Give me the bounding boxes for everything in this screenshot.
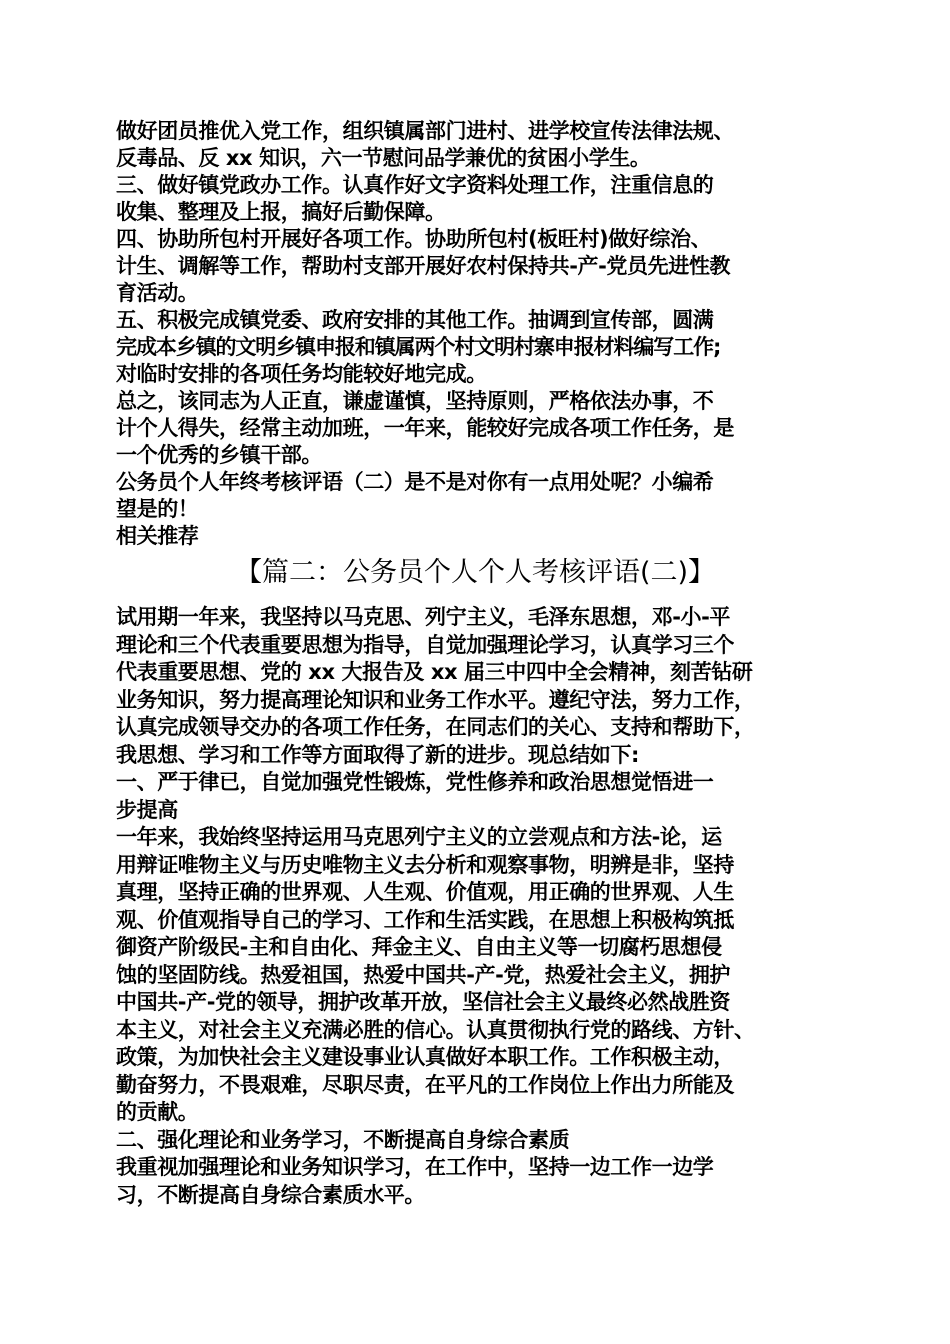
text-line: 理论和三个代表重要思想为指导，自觉加强理论学习，认真学习三个 — [116, 632, 734, 657]
text-line: 二、强化理论和业务学习，不断提高自身综合素质 — [116, 1127, 570, 1152]
text-line: 蚀的坚固防线。热爱祖国，热爱中国共-产-党，热爱社会主义，拥护 — [116, 962, 731, 987]
text-line: 政策，为加快社会主义建设事业认真做好本职工作。工作积极主动， — [116, 1045, 734, 1069]
text-line: 一年来，我始终坚持运用马克思列宁主义的立尝观点和方法-论，运 — [116, 825, 722, 849]
top-text-block — [116, 118, 836, 550]
text-line: 对临时安排的各项任务均能较好地完成。 — [116, 362, 487, 386]
text-line: 一个优秀的乡镇干部。 — [116, 443, 322, 467]
text-line: 计生、调解等工作，帮助村支部开展好农村保持共-产-党员先进性教 — [116, 254, 731, 278]
bottom-text-block — [116, 604, 836, 1209]
text-line: 习，不断提高自身综合素质水平。 — [116, 1182, 425, 1207]
text-line: 完成本乡镇的文明乡镇申报和镇属两个村文明村寨申报材料编写工作; — [116, 335, 721, 359]
text-line: 总之，该同志为人正直，谦虚谨慎，坚持原则，严格依法办事，不 — [116, 389, 714, 413]
text-line: 御资产阶级民-主和自由化、拜金主义、自由主义等一切腐朽思想侵 — [116, 935, 722, 959]
text-line: 的贡献。 — [116, 1100, 199, 1124]
text-line: 五、积极完成镇党委、政府安排的其他工作。抽调到宣传部，圆满 — [116, 308, 714, 332]
section-title: 【篇二：公务员个人个人考核评语(二)】 — [234, 557, 716, 588]
text-line: 三、做好镇党政办工作。认真作好文字资料处理工作，注重信息的 — [116, 173, 714, 197]
text-line: 一、严于律已，自觉加强党性锻炼，党性修养和政治思想觉悟进一 — [116, 770, 714, 794]
text-line: 试用期一年来，我坚持以马克思、列宁主义，毛泽东思想，邓-小-平 — [116, 605, 731, 629]
text-line: 代表重要思想、党的 xx 大报告及 xx 届三中四中全会精神，刻苦钻研 — [116, 660, 753, 684]
text-line: 相关推荐 — [116, 524, 199, 548]
text-line: 步提高 — [116, 797, 178, 822]
text-line: 收集、整理及上报，搞好后勤保障。 — [116, 200, 446, 224]
text-line: 我思想、学习和工作等方面取得了新的进步。现总结如下: — [116, 742, 639, 767]
text-line: 反毒品、反 xx 知识，六一节慰问品学兼优的贫困小学生。 — [116, 146, 651, 170]
text-line: 中国共-产-党的领导，拥护改革开放，坚信社会主义最终必然战胜资 — [116, 990, 731, 1014]
text-line: 观、价值观指导自己的学习、工作和生活实践，在思想上积极构筑抵 — [116, 907, 734, 932]
text-line: 做好团员推优入党工作，组织镇属部门进村、进学校宣传法律法规、 — [116, 119, 734, 143]
text-line: 用辩证唯物主义与历史唯物主义去分析和观察事物，明辨是非，坚持 — [116, 852, 734, 877]
text-line: 真理，坚持正确的世界观、人生观、价值观，用正确的世界观、人生 — [116, 880, 734, 904]
text-line: 育活动。 — [116, 281, 199, 305]
text-line: 本主义，对社会主义充满必胜的信心。认真贯彻执行党的路线、方针、 — [116, 1017, 755, 1042]
text-line: 勤奋努力，不畏艰难，尽职尽责，在平凡的工作岗位上作出力所能及 — [116, 1072, 734, 1097]
text-line: 公务员个人年终考核评语（二）是不是对你有一点用处呢？小编希 — [116, 470, 714, 494]
text-line: 我重视加强理论和业务知识学习，在工作中，坚持一边工作一边学 — [116, 1155, 714, 1179]
text-line: 业务知识，努力提高理论知识和业务工作水平。遵纪守法，努力工作， — [116, 687, 755, 712]
text-line: 计个人得失，经常主动加班，一年来，能较好完成各项工作任务，是 — [116, 416, 734, 440]
text-line: 望是的！ — [116, 497, 199, 521]
text-line: 认真完成领导交办的各项工作任务，在同志们的关心、支持和帮助下， — [116, 715, 755, 739]
text-line: 四、协助所包村开展好各项工作。协助所包村(板旺村)做好综治、 — [116, 227, 712, 251]
